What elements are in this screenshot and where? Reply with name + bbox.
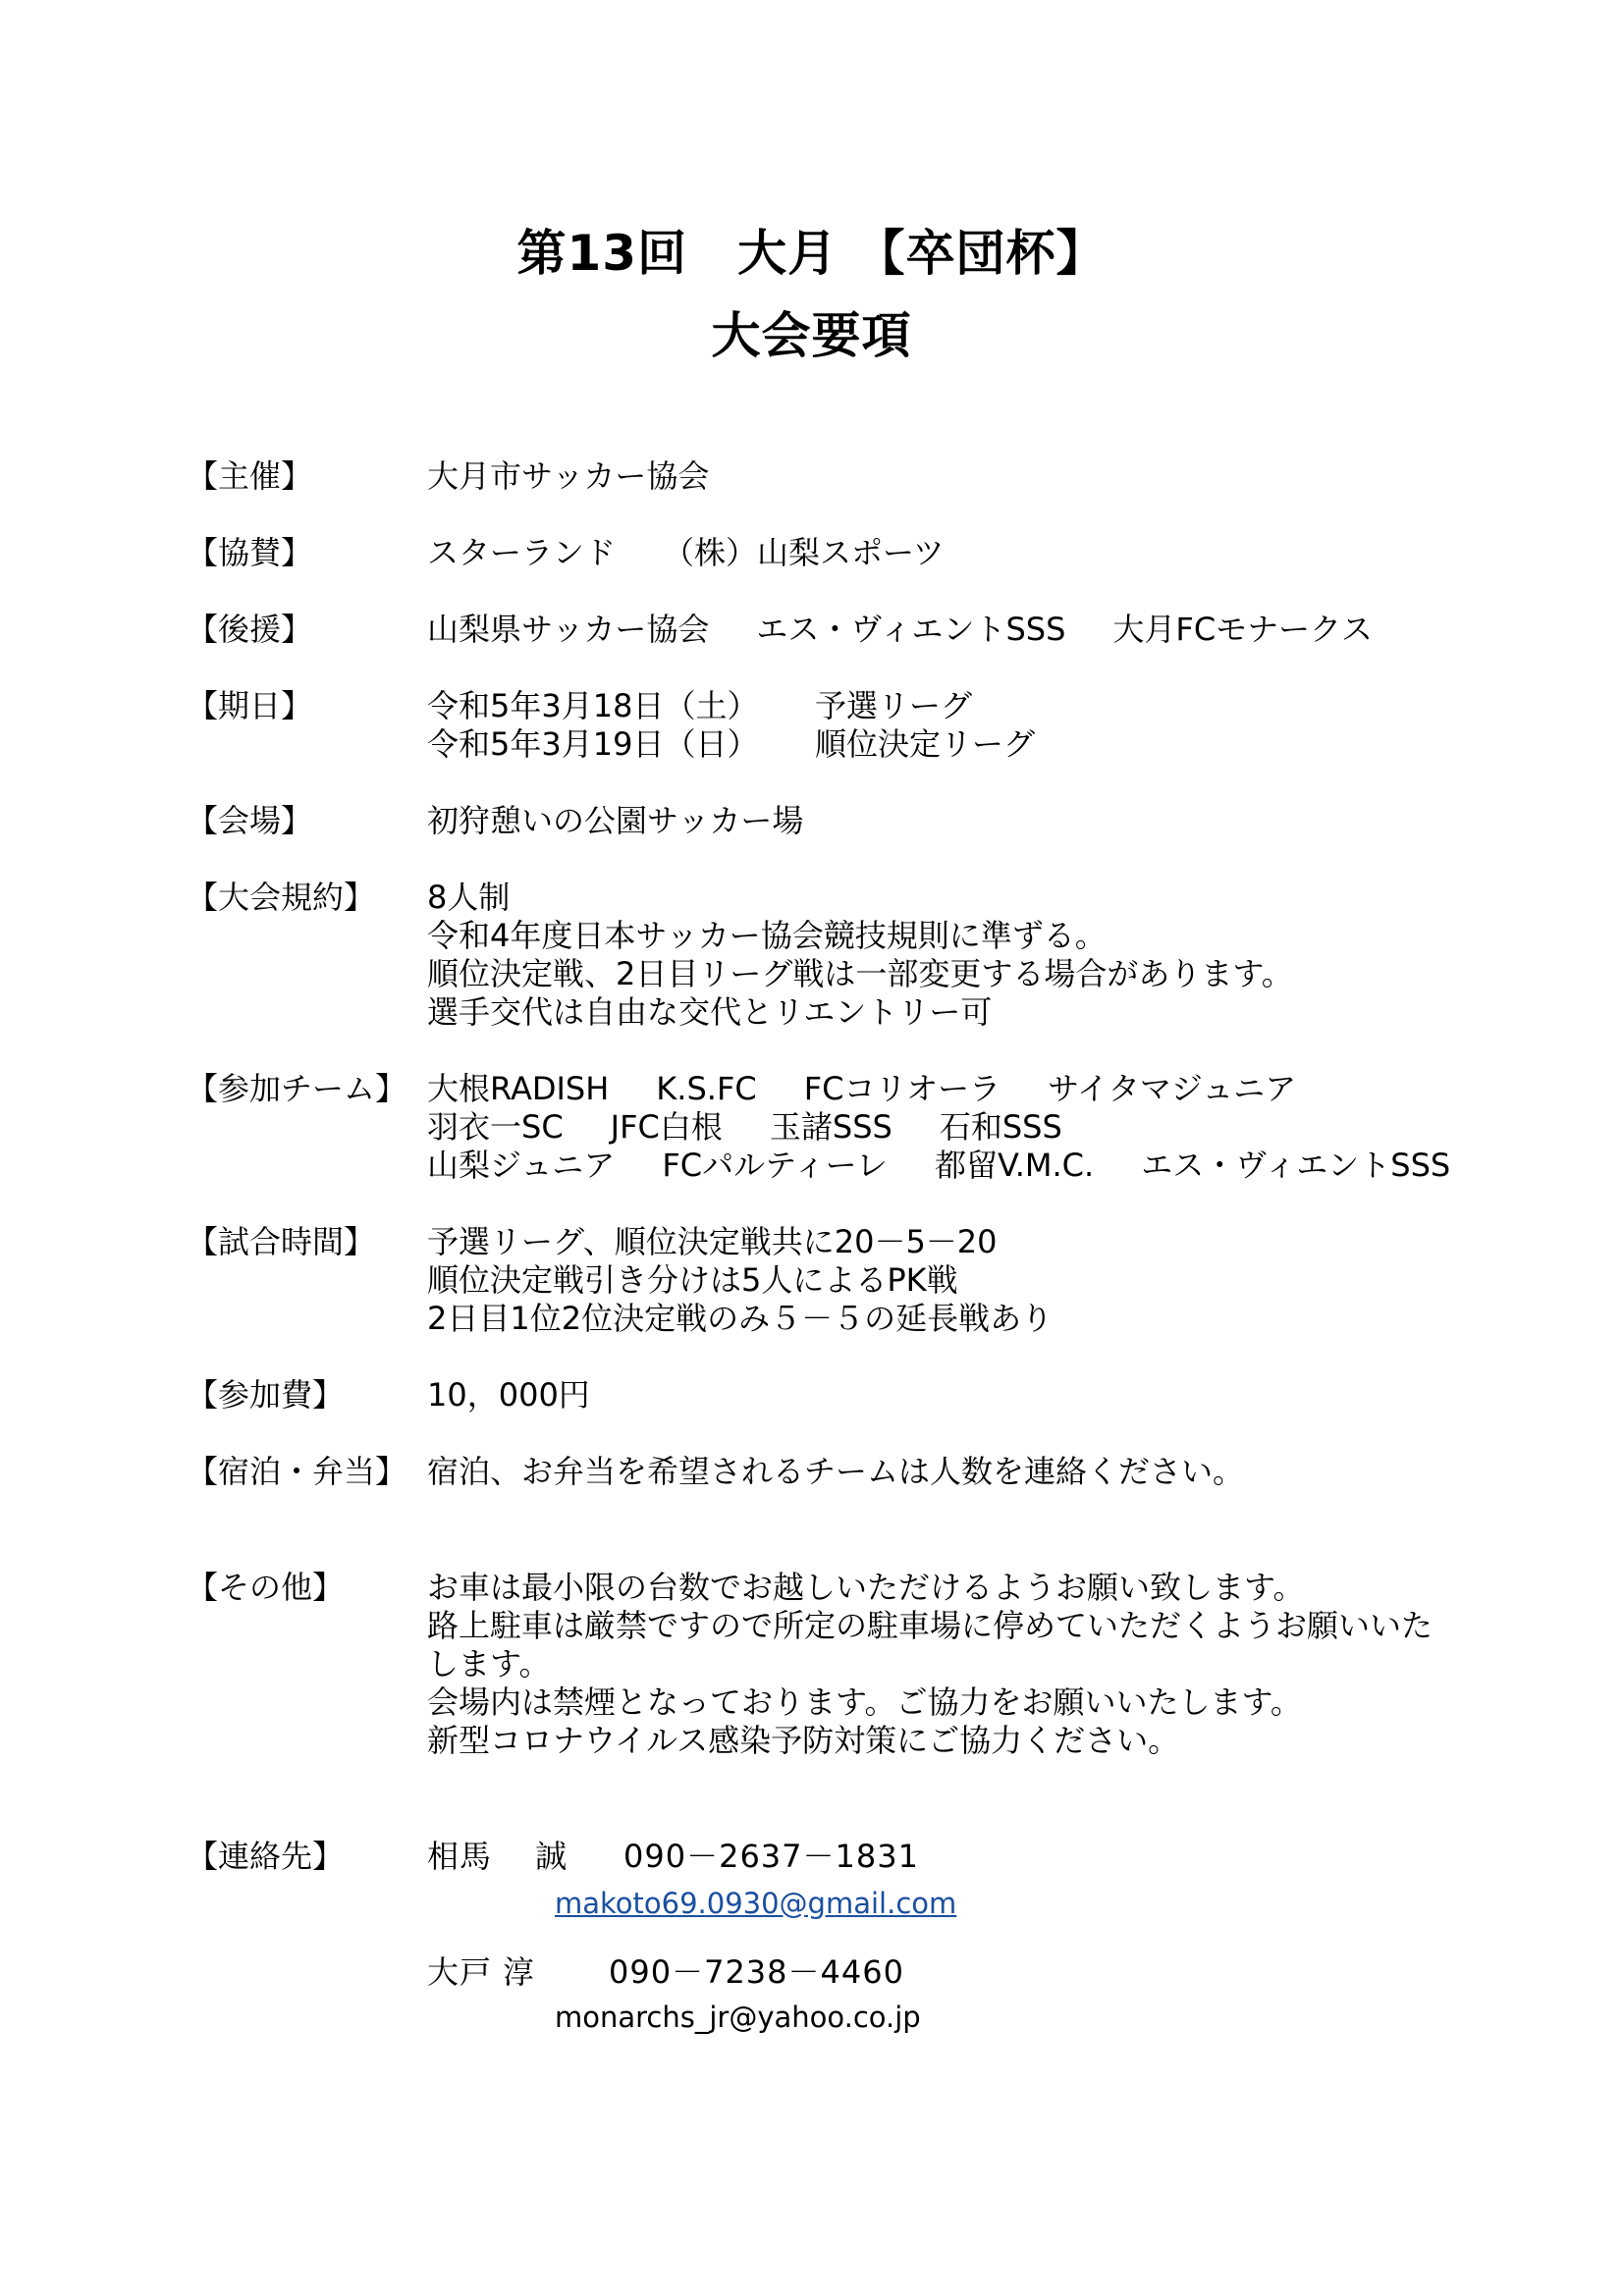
section-label: 【試合時間】 bbox=[187, 1223, 376, 1260]
other-line: 会場内は禁煙となっております。ご協力をお願いいたします。 bbox=[427, 1683, 1302, 1721]
section-label: 【大会規約】 bbox=[187, 879, 376, 916]
team-name: K.S.FC bbox=[656, 1070, 757, 1107]
sponsor-item: スターランド bbox=[427, 534, 617, 571]
support-item: 山梨県サッカー協会 bbox=[427, 611, 710, 648]
section-label: 【参加チーム】 bbox=[187, 1070, 407, 1107]
match-time-line: 2日目1位2位決定戦のみ５－５の延長戦あり bbox=[427, 1300, 1054, 1337]
team-name: 大根RADISH bbox=[427, 1070, 610, 1107]
date-line bbox=[427, 725, 1488, 764]
section-label: 【協賛】 bbox=[187, 534, 313, 571]
date-value: 令和5年3月19日（日） bbox=[427, 725, 759, 763]
venue-value: 初狩憩いの公園サッカー場 bbox=[427, 802, 804, 839]
team-name: 石和SSS bbox=[939, 1108, 1062, 1146]
team-name: JFC白根 bbox=[610, 1108, 723, 1146]
support-item: エス・ヴィエントSSS bbox=[756, 611, 1066, 648]
support-list bbox=[427, 611, 1488, 649]
sponsor-list bbox=[427, 534, 1488, 572]
team-name: エス・ヴィエントSSS bbox=[1141, 1147, 1451, 1184]
rule-line: 選手交代は自由な交代とリエントリー可 bbox=[427, 993, 993, 1031]
section-label: 【後援】 bbox=[187, 611, 313, 648]
other-line: 路上駐車は厳禁ですので所定の駐車場に停めていただくようお願いいたします。 bbox=[427, 1607, 1434, 1682]
rule-line: 令和4年度日本サッカー協会競技規則に準ずる。 bbox=[427, 917, 1107, 954]
team-row bbox=[427, 1147, 1488, 1185]
contact-person bbox=[427, 1953, 904, 1992]
team-name: 山梨ジュニア bbox=[427, 1147, 616, 1184]
sponsor-item: （株）山梨スポーツ bbox=[663, 534, 945, 571]
date-event: 順位決定リーグ bbox=[815, 725, 1036, 763]
contact-phone: 090－7238－4460 bbox=[609, 1953, 904, 1991]
contact-person bbox=[427, 1838, 919, 1876]
document-title: 第13回 大月 【卒団杯】 bbox=[516, 225, 1107, 282]
section-label: 【宿泊・弁当】 bbox=[187, 1453, 407, 1490]
team-name: 玉諸SSS bbox=[769, 1108, 893, 1146]
date-value: 令和5年3月18日（土） bbox=[427, 687, 759, 724]
team-row bbox=[427, 1108, 1488, 1147]
rule-line: 8人制 bbox=[427, 879, 511, 916]
lodging-value: 宿泊、お弁当を希望されるチームは人数を連絡ください。 bbox=[427, 1453, 1245, 1490]
section-label: 【その他】 bbox=[187, 1569, 345, 1606]
section-label: 【会場】 bbox=[187, 802, 313, 839]
section-label: 【主催】 bbox=[187, 457, 313, 495]
team-name: サイタマジュニア bbox=[1048, 1070, 1297, 1107]
team-name: FCコリオーラ bbox=[803, 1070, 1001, 1107]
document-subtitle: 大会要項 bbox=[711, 307, 912, 364]
rule-line: 順位決定戦、2日目リーグ戦は一部変更する場合があります。 bbox=[427, 955, 1293, 992]
team-name: 羽衣一SC bbox=[427, 1108, 564, 1146]
date-event: 予選リーグ bbox=[815, 687, 973, 724]
contact-name: 相馬 誠 bbox=[427, 1838, 568, 1875]
section-label: 【連絡先】 bbox=[187, 1838, 345, 1875]
match-time-line: 順位決定戦引き分けは5人によるPK戦 bbox=[427, 1261, 958, 1299]
email-link[interactable]: makoto69.0930@gmail.com bbox=[555, 1887, 957, 1920]
contact-phone: 090－2637－1831 bbox=[623, 1838, 919, 1875]
other-line: お車は最小限の台数でお越しいただけるようお願い致します。 bbox=[427, 1569, 1305, 1606]
email-text: monarchs_jr@yahoo.co.jp bbox=[555, 2001, 921, 2034]
organizer-value: 大月市サッカー協会 bbox=[427, 457, 710, 495]
section-label: 【参加費】 bbox=[187, 1376, 345, 1414]
other-line: 新型コロナウイルス感染予防対策にご協力ください。 bbox=[427, 1722, 1180, 1759]
contact-email bbox=[555, 1885, 956, 1923]
fee-value: 10，000円 bbox=[427, 1376, 590, 1414]
team-row bbox=[427, 1070, 1488, 1108]
team-name: 都留V.M.C. bbox=[934, 1147, 1095, 1184]
section-label: 【期日】 bbox=[187, 687, 313, 724]
contact-email bbox=[555, 1999, 921, 2037]
support-item: 大月FCモナークス bbox=[1112, 611, 1373, 648]
date-line bbox=[427, 687, 1488, 725]
match-time-line: 予選リーグ、順位決定戦共に20－5－20 bbox=[427, 1223, 998, 1260]
team-name: FCパルティーレ bbox=[662, 1147, 888, 1184]
contact-name: 大戸 淳 bbox=[427, 1953, 536, 1991]
